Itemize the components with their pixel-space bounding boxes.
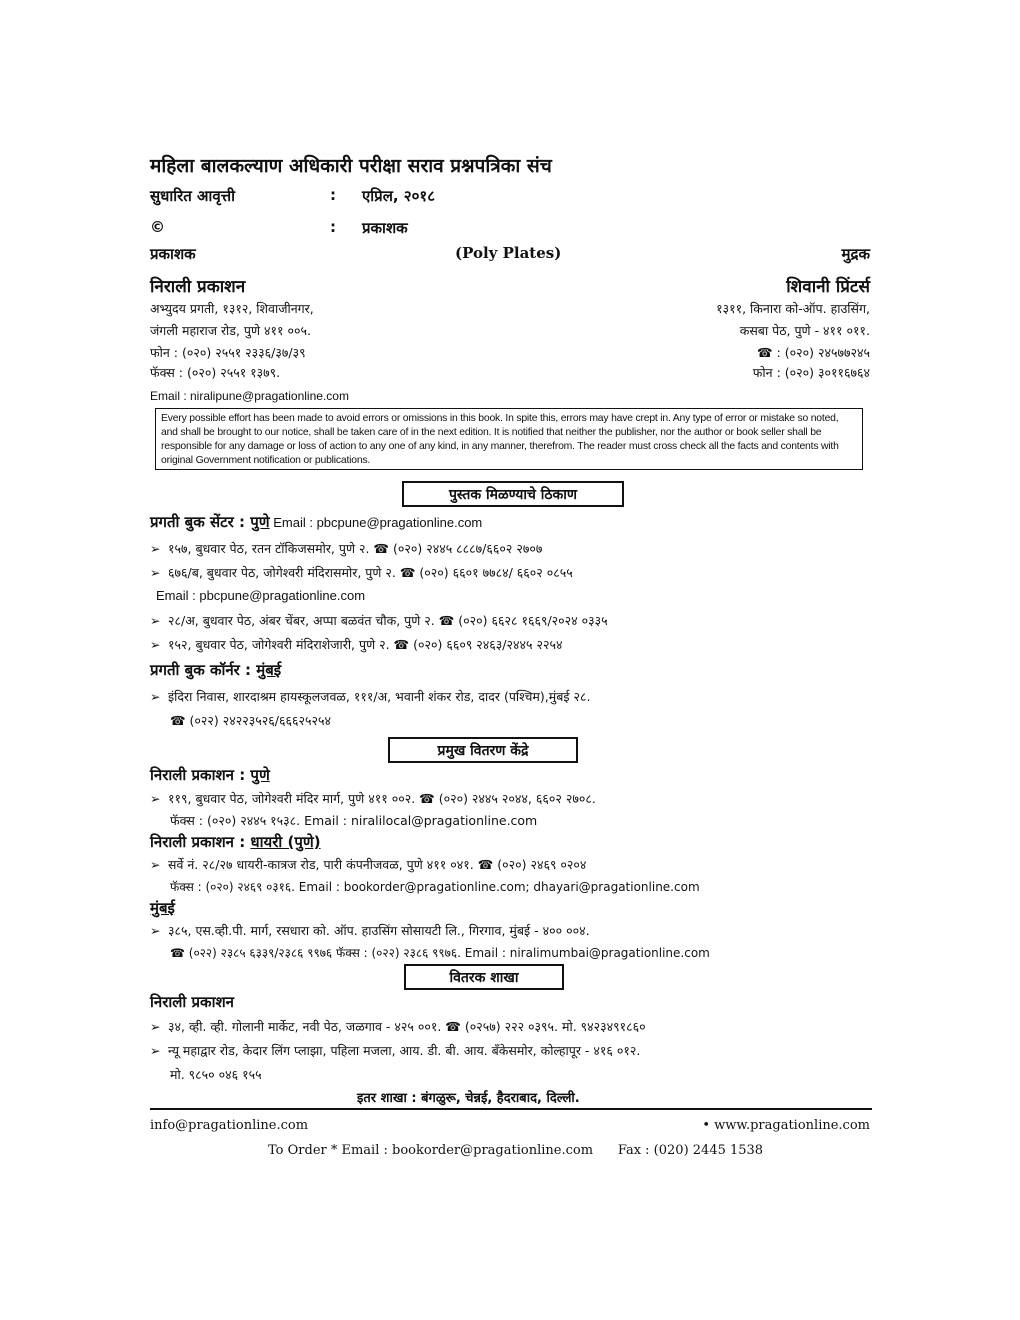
list-item: ➢ ६७६/ब, बुधवार पेठ, जोगेश्वरी मंदिरासमोर, पुणे २. ☎ (०२०) ६६०१ ७७८४/ ६६०२ ०८५५	[150, 565, 573, 580]
nirali-mumbai-heading: मुंबई	[150, 899, 175, 917]
printer-address-line2: कसबा पेठ, पुणे - ४११ ०११.	[739, 323, 870, 338]
other-branches-value: बंगळुरू, चेन्नई, हैदराबाद, दिल्ली.	[421, 1091, 580, 1106]
list-item: ➢ १५७, बुधवार पेठ, रतन टॉकिजसमोर, पुणे २. ☎ (०२०) २४४५ ८८८७/६६०२ २७०७	[150, 541, 543, 556]
section-heading-book-availability: पुस्तक मिळण्याचे ठिकाण	[402, 481, 624, 507]
other-branches	[357, 1088, 580, 1106]
nirali-dhayari-city: धायरी (पुणे)	[250, 833, 321, 851]
footer-divider	[150, 1108, 872, 1110]
pragati-mumbai-label: प्रगती बुक कॉर्नर :	[150, 661, 257, 679]
edition-value: एप्रिल, २०१८	[362, 187, 436, 205]
printer-address-line1: १३११, किनारा को-ऑप. हाउसिंग,	[716, 301, 870, 316]
publisher-address-line1: अभ्युदय प्रगती, १३१२, शिवाजीनगर,	[150, 301, 314, 316]
publisher-phone: फोन : (०२०) २५५१ २३३६/३७/३९	[150, 345, 306, 360]
list-item: ➢ ३४, व्ही. व्ही. गोलानी मार्केट, नवी पेठ, जळगाव - ४२५ ००१. ☎ (०२५७) २२२ ०३९५. मो. ९४२३४९१८६०	[150, 1019, 646, 1034]
nirali-dhayari-heading	[150, 832, 321, 852]
publisher-label: प्रकाशक	[150, 245, 196, 263]
printer-phone2: फोन : (०२०) ३०११६७६४	[752, 365, 870, 380]
branch-mobile: मो. ९८५० ०४६ १५५	[170, 1067, 262, 1082]
dhayari-fax: फॅक्स : (०२०) २४६९ ०३१६. Email : bookorder@pragationline.com; dhayari@pragationline.com	[170, 880, 700, 894]
nirali-pune-fax: फॅक्स : (०२०) २४४५ १५३८. Email : niralilocal@pragationline.com	[170, 813, 538, 828]
list-item: ➢ इंदिरा निवास, शारदाश्रम हायस्कूलजवळ, १११/अ, भवानी शंकर रोड, दादर (पश्चिम),मुंबई २८.	[150, 689, 591, 704]
pragati-pune-city: पुणे	[250, 513, 270, 531]
copyright-value: प्रकाशक	[362, 219, 408, 237]
footer-website: • www.pragationline.com	[702, 1118, 870, 1133]
printer-name: शिवानी प्रिंटर्स	[786, 277, 870, 297]
nirali-pune-city: पुणे	[250, 766, 270, 784]
footer-order-line: To Order * Email : bookorder@pragationline.com Fax : (020) 2445 1538	[268, 1143, 764, 1158]
copyright-symbol: ©	[150, 218, 165, 236]
list-item: ➢ सर्वे नं. २८/२७ धायरी-कात्रज रोड, पारी कंपनीजवळ, पुणे ४११ ०४१. ☎ (०२०) २४६९ ०२०४	[150, 857, 587, 872]
edition-colon: :	[330, 186, 336, 204]
footer-email: info@pragationline.com	[150, 1118, 309, 1133]
pragati-pune-heading	[150, 512, 482, 532]
publisher-name: निराली प्रकाशन	[150, 277, 246, 297]
copyright-colon: :	[330, 218, 336, 236]
nirali-pune-label: निराली प्रकाशन :	[150, 766, 251, 784]
nirali-dhayari-label: निराली प्रकाशन :	[150, 833, 251, 851]
pragati-pune-label: प्रगती बुक सेंटर :	[150, 513, 251, 531]
publisher-email: Email : niralipune@pragationline.com	[150, 389, 349, 403]
edition-label: सुधारित आवृत्ती	[150, 187, 235, 205]
pragati-mumbai-heading	[150, 660, 281, 680]
section-heading-distribution: प्रमुख वितरण केंद्रे	[388, 737, 578, 763]
pragati-pune-email: Email : pbcpune@pragationline.com	[269, 515, 483, 530]
list-item: ➢ २८/अ, बुधवार पेठ, अंबर चेंबर, अप्पा बळवंत चौक, पुणे २. ☎ (०२०) ६६२८ १६६९/२०२४ ०३३५	[150, 613, 608, 628]
list-item: ➢ ११९, बुधवार पेठ, जोगेश्वरी मंदिर मार्ग, पुणे ४११ ००२. ☎ (०२०) २४४५ २०४४, ६६०२ २७०८.	[150, 791, 596, 806]
publisher-fax: फॅक्स : (०२०) २५५१ १३७९.	[150, 365, 281, 380]
nirali-branch-heading: निराली प्रकाशन	[150, 993, 234, 1011]
book-title: महिला बालकल्याण अधिकारी परीक्षा सराव प्रश्नपत्रिका संच	[150, 155, 552, 177]
list-item: ➢ ३८५, एस.व्ही.पी. मार्ग, रसधारा को. ऑप. हाउसिंग सोसायटी लि., गिरगाव, मुंबई - ४०० ००४.	[150, 923, 590, 938]
publisher-address-line2: जंगली महाराज रोड, पुणे ४११ ००५.	[150, 323, 311, 338]
pragati-email-line: Email : pbcpune@pragationline.com	[156, 588, 366, 603]
nirali-pune-heading	[150, 765, 270, 785]
section-heading-branches: वितरक शाखा	[404, 964, 564, 990]
pragati-mumbai-city: मुंबई	[256, 661, 282, 679]
nirali-mumbai-phone: ☎ (०२२) २३८५ ६३३९/२३८६ ९९७६ फॅक्स : (०२२) २३८६ ९९७६. Email : niralimumbai@pragationline.com	[170, 946, 710, 960]
plates-label: (Poly Plates)	[455, 244, 562, 262]
disclaimer-box: Every possible effort has been made to avoid errors or omissions in this book. In spite this, errors may have crept in. Any type of error or mistake so noted, and shall be brought to our notice, shall be taken care of in the next edition. It is notified that neither the publisher, nor the author or book seller shall be responsible for any damage or loss of action to any one of any kind, in any manner, therefrom. The reader must cross check all the facts and contents with original Government notification or publications.	[155, 408, 863, 470]
printer-phone: ☎ : (०२०) २४५७७२४५	[757, 345, 870, 360]
list-item: ➢ न्यू महाद्वार रोड, केदार लिंग प्लाझा, पहिला मजला, आय. डी. बी. आय. बँकेसमोर, कोल्हापूर - ४१६ ०१२.	[150, 1043, 641, 1058]
list-item: ➢ १५२, बुधवार पेठ, जोगेश्वरी मंदिराशेजारी, पुणे २. ☎ (०२०) ६६०९ २४६३/२४४५ २२५४	[150, 637, 563, 652]
pragati-mumbai-phone: ☎ (०२२) २४२२३५२६/६६६२५२५४	[170, 713, 331, 728]
printer-label: मुद्रक	[841, 245, 870, 263]
other-branches-label: इतर शाखा :	[357, 1091, 422, 1106]
